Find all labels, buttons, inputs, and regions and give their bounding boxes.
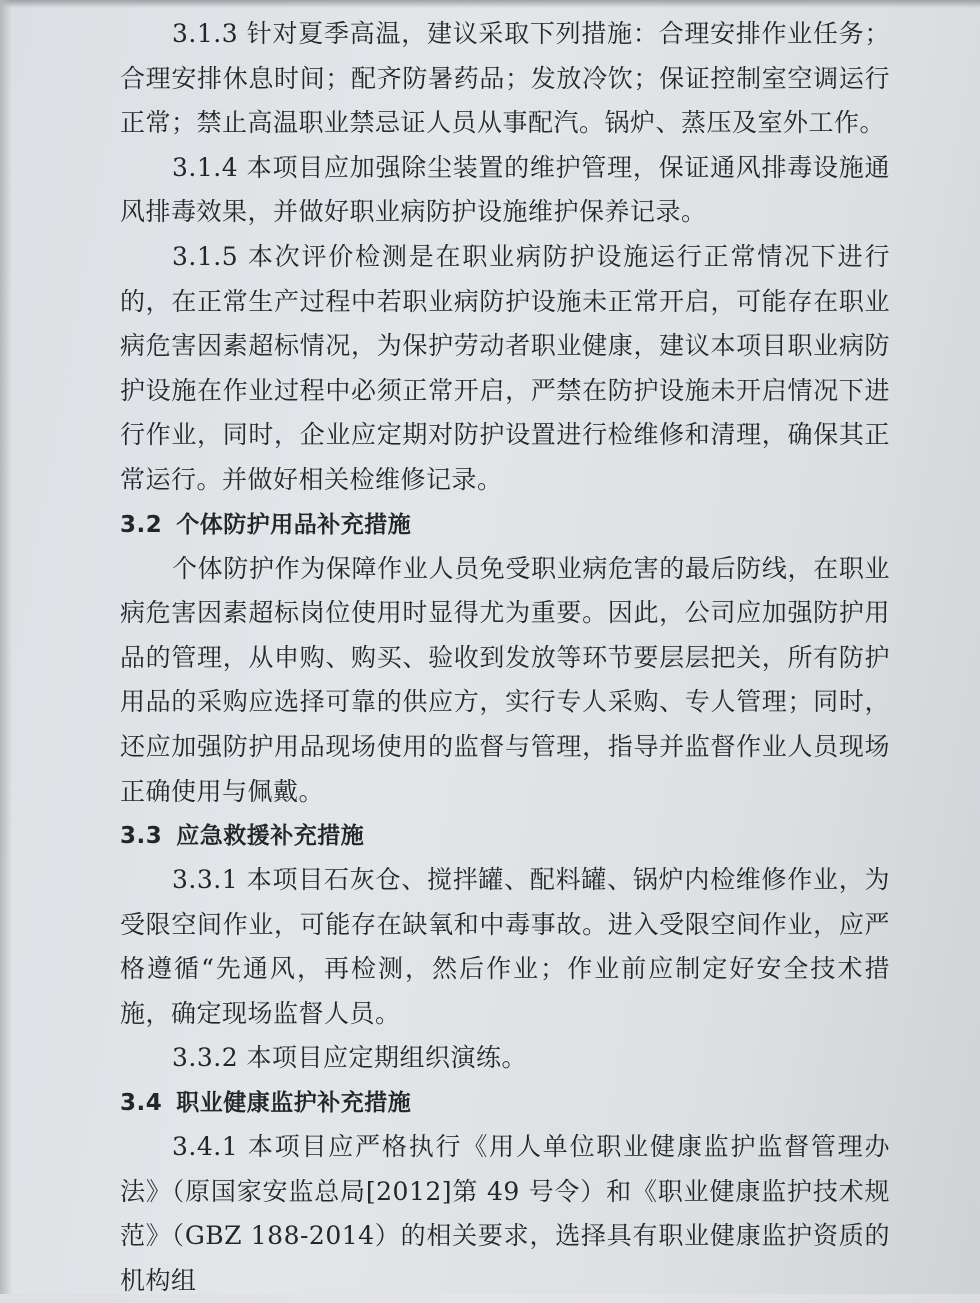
section-number: 3.4 bbox=[120, 1090, 163, 1117]
section-heading-3-2 bbox=[120, 503, 890, 547]
section-heading-3-3 bbox=[120, 814, 890, 858]
paragraph-3-3-1: 3.3.1 本项目石灰仓、搅拌罐、配料罐、锅炉内检维修作业，为受限空间作业，可能存在缺氧和中毒事故。进入受限空间作业，应严格遵循“先通风，再检测，然后作业；作业前应制定好安全技术措施，确定现场监督人员。 bbox=[120, 865, 890, 1028]
paragraph-3-2: 个体防护作为保障作业人员免受职业病危害的最后防线，在职业病危害因素超标岗位使用时显得尤为重要。因此，公司应加强防护用品的管理，从申购、购买、验收到发放等环节要层层把关，所有防护用品的采购应选择可靠的供应方，实行专人采购、专人管理；同时，还应加强防护用品现场使用的监督与管理，指导并监督作业人员现场正确使用与佩戴。 bbox=[120, 553, 890, 806]
section-number: 3.2 bbox=[120, 511, 163, 538]
document-body bbox=[120, 12, 890, 1303]
section-number: 3.3 bbox=[120, 823, 163, 850]
paragraph-3-3-2: 3.3.2 本项目应定期组织演练。 bbox=[172, 1043, 528, 1073]
section-heading-3-4 bbox=[120, 1081, 890, 1125]
section-title: 应急救援补充措施 bbox=[176, 823, 365, 850]
section-title: 职业健康监护补充措施 bbox=[176, 1090, 412, 1117]
paragraph-3-1-5: 3.1.5 本次评价检测是在职业病防护设施运行正常情况下进行的，在正常生产过程中若职业病防护设施未正常开启，可能存在职业病危害因素超标情况，为保护劳动者职业健康，建议本项目职业病防护设施在作业过程中必须正常开启，严禁在防护设施未开启情况下进行作业，同时，企业应定期对防护设置进行检维修和清理，确保其正常运行。并做好相关检维修记录。 bbox=[120, 241, 890, 494]
section-title: 个体防护用品补充措施 bbox=[176, 511, 412, 538]
paragraph-3-1-3: 3.1.3 针对夏季高温，建议采取下列措施：合理安排作业任务；合理安排休息时间；配齐防暑药品；发放冷饮；保证控制室空调运行正常；禁止高温职业禁忌证人员从事配汽。锅炉、蒸压及室外工作。 bbox=[120, 19, 890, 138]
paragraph-3-4-1: 3.4.1 本项目应严格执行《用人单位职业健康监护监督管理办法》（原国家安监总局[2012]第 49 号令）和《职业健康监护技术规范》（GBZ 188-2014）的相关要求，选择具有职业健康监护资质的机构组 bbox=[120, 1132, 890, 1295]
page-left-edge bbox=[0, 0, 12, 1294]
page-top-shadow bbox=[0, 0, 980, 8]
paragraph-3-1-4: 3.1.4 本项目应加强除尘装置的维护管理，保证通风排毒设施通风排毒效果，并做好职业病防护设施维护保养记录。 bbox=[120, 152, 890, 227]
